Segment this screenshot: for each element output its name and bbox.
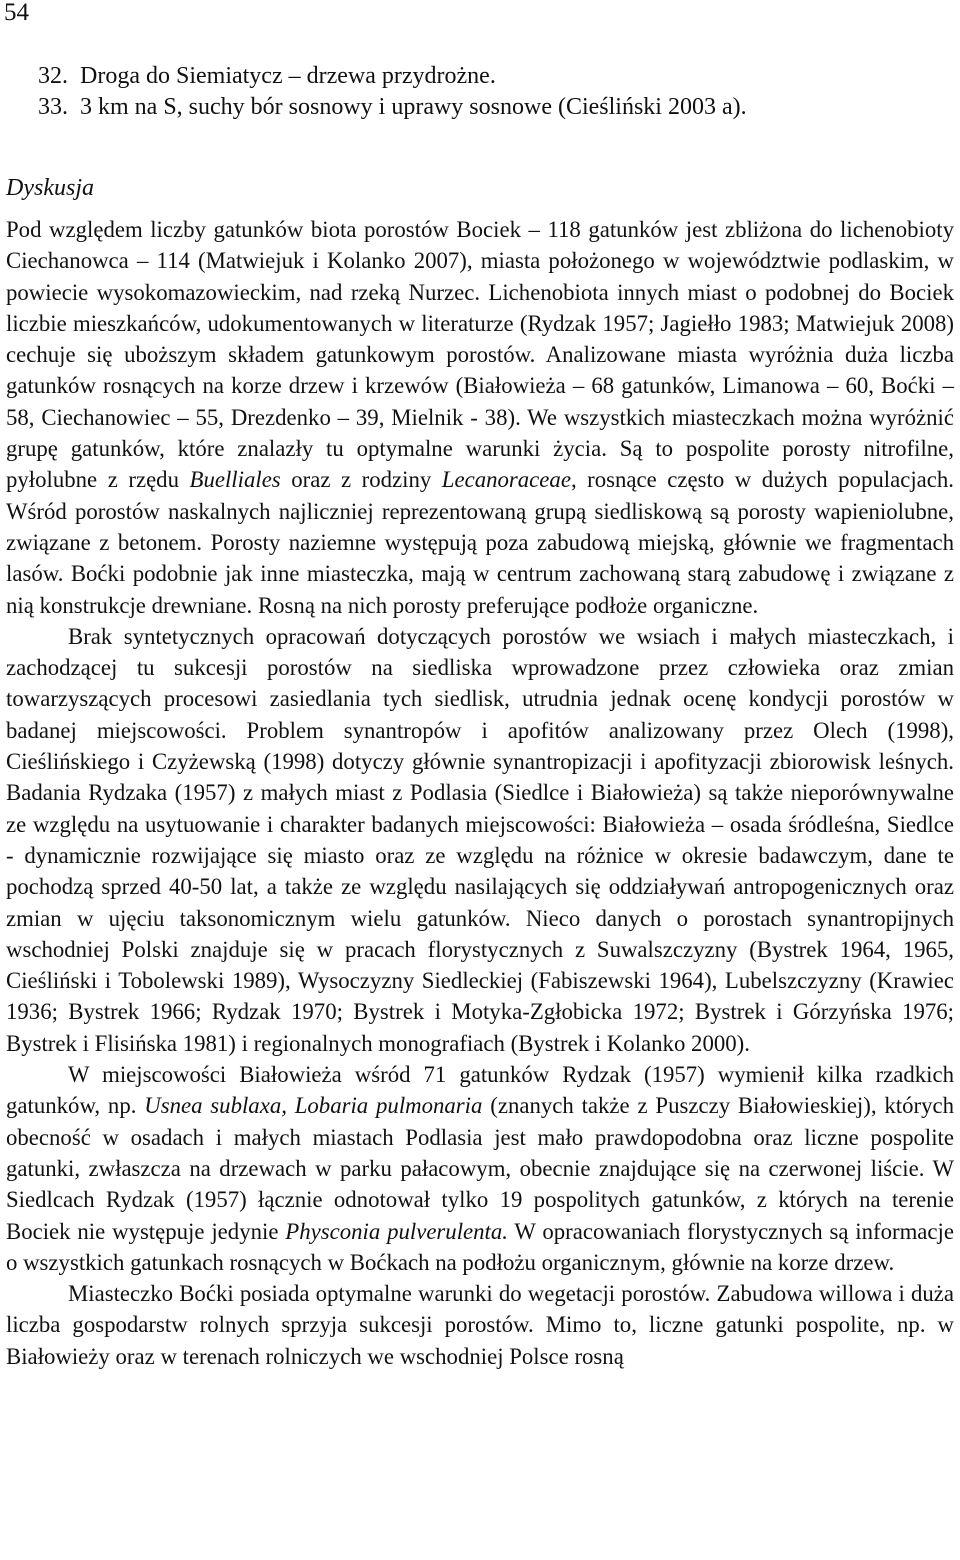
- paragraph-3-text-a: W miejscowości Białowieża wśród 71 gatunków Rydzak (1957) wymienił kilka rzadkich gatunków, np.: [6, 1062, 954, 1119]
- taxon-name: Physconia pulverulenta.: [285, 1218, 508, 1244]
- list-item-number: 32.: [38, 63, 68, 89]
- paragraph-1-text-c: , rosnące często w dużych populacjach. Wśród porostów naskalnych najliczniej reprezentowaną grupą siedliskową są porosty wapieniolubne, związane z betonem. Porosty naziemne występują poza zabudową miejską, głównie we fragmentach lasów. Boćki podobnie jak inne miasteczka, mają w centrum zachowaną starą zabudowę i związane z nią konstrukcje drewniane. Rosną na nich porosty preferujące podłoże organiczne.: [6, 467, 954, 618]
- list-item-text: 3 km na S, suchy bór sosnowy i uprawy sosnowe (Cieśliński 2003 a).: [80, 94, 747, 120]
- paragraph-3: [6, 1059, 954, 1278]
- paragraph-4: Miasteczko Boćki posiada optymalne warunki do wegetacji porostów. Zabudowa willowa i duża liczba gospodarstw rolnych sprzyja sukcesji porostów. Mimo to, liczne gatunki pospolite, np. w Białowieży oraz w terenach rolniczych we wschodniej Polsce rosną: [6, 1281, 954, 1369]
- paragraph-1-text-a: Pod względem liczby gatunków biota porostów Bociek – 118 gatunków jest zbliżona do lichenobioty Ciechanowca – 114 (Matwiejuk i Kolanko 2007), miasta położonego w województwie podlaskim, w powiecie wysokomazowieckim, nad rzeką Nurzec. Lichenobiota innych miast o podobnej do Bociek liczbie mieszkańców, udokumentowanych w literaturze (Rydzak 1957; Jagiełło 1983; Matwiejuk 2008) cechuje się uboższym składem gatunkowym porostów. Analizowane miasta wyróżnia duża liczba gatunków rosnących na korze drzew i krzewów (Białowieża – 68 gatunków, Limanowa – 60, Boćki – 58, Ciechanowiec – 55, Drezdenko – 39, Mielnik - 38). We wszystkich miasteczkach można wyróżnić grupę gatunków, które znalazły tu optymalne warunki życia. Są to pospolite porosty nitrofilne, pyłolubne z rzędu: [6, 217, 954, 493]
- taxon-name: Lecanoraceae: [441, 467, 571, 493]
- taxon-name: Usnea sublaxa, Lobaria pulmonaria: [144, 1093, 483, 1119]
- page-number: 54: [4, 0, 29, 26]
- taxon-name: Buelliales: [189, 467, 281, 493]
- paragraph-1: [6, 214, 954, 621]
- paragraph-1-text-b: oraz z rodziny: [280, 467, 442, 493]
- list-item-number: 33.: [38, 94, 68, 120]
- paragraph-2: Brak syntetycznych opracowań dotyczących porostów we wsiach i małych miasteczkach, i zachodzącej tu sukcesji porostów na siedliska wprowadzone przez człowieka oraz zmian towarzyszących procesowi zasiedlania tych siedlisk, utrudnia jednak ocenę kondycji porostów w badanej miejscowości. Problem synantropów i apofitów analizowany przez Olech (1998), Cieślińskiego i Czyżewską (1998) dotyczy głównie synantropizacji i apofityzacji zbiorowisk leśnych. Badania Rydzaka (1957) z małych miast z Podlasia (Siedlce i Białowieża) są także nieporównywalne ze względu na usytuowanie i charakter badanych miejscowości: Białowieża – osada śródleśna, Siedlce - dynamicznie rozwijające się miasto oraz ze względu na różnice w okresie badawczym, dane te pochodzą sprzed 40-50 lat, a także ze względu nasilających się oddziaływań antropogenicznych oraz zmian w ujęciu taksonomicznym wielu gatunków. Nieco danych o porostach synantropijnych wschodniej Polski znajduje się w pracach florystycznych z Suwalszczyzny (Bystrek 1964, 1965, Cieśliński i Tobolewski 1989), Wysoczyzny Siedleckiej (Fabiszewski 1964), Lubelszczyzny (Krawiec 1936; Bystrek 1966; Rydzak 1970; Bystrek i Motyka-Zgłobicka 1972; Bystrek i Górzyńska 1976; Bystrek i Flisińska 1981) i regionalnych monografiach (Bystrek i Kolanko 2000).: [6, 623, 954, 1056]
- discussion-body: [6, 214, 954, 1372]
- section-heading: Dyskusja: [6, 175, 94, 201]
- list-item: [38, 92, 747, 122]
- paragraph-3-text-c: W opracowaniach florystycznych są informacje o wszystkich gatunkach rosnących w Boćkach na podłożu organicznym, głównie na korze drzew.: [6, 1218, 954, 1275]
- list-item: [38, 61, 496, 91]
- list-item-text: Droga do Siemiatycz – drzewa przydrożne.: [80, 63, 496, 89]
- paragraph-3-text-b: (znanych także z Puszczy Białowieskiej), których obecność w osadach i małych miastach Podlasia jest mało prawdopodobna oraz liczne pospolite gatunki, zwłaszcza na drzewach w parku pałacowym, obecnie znajdujące się na czerwonej liście. W Siedlcach Rydzak (1957) łącznie odnotował tylko 19 pospolitych gatunków, z których na terenie Bociek nie występuje jedynie: [6, 1093, 955, 1244]
